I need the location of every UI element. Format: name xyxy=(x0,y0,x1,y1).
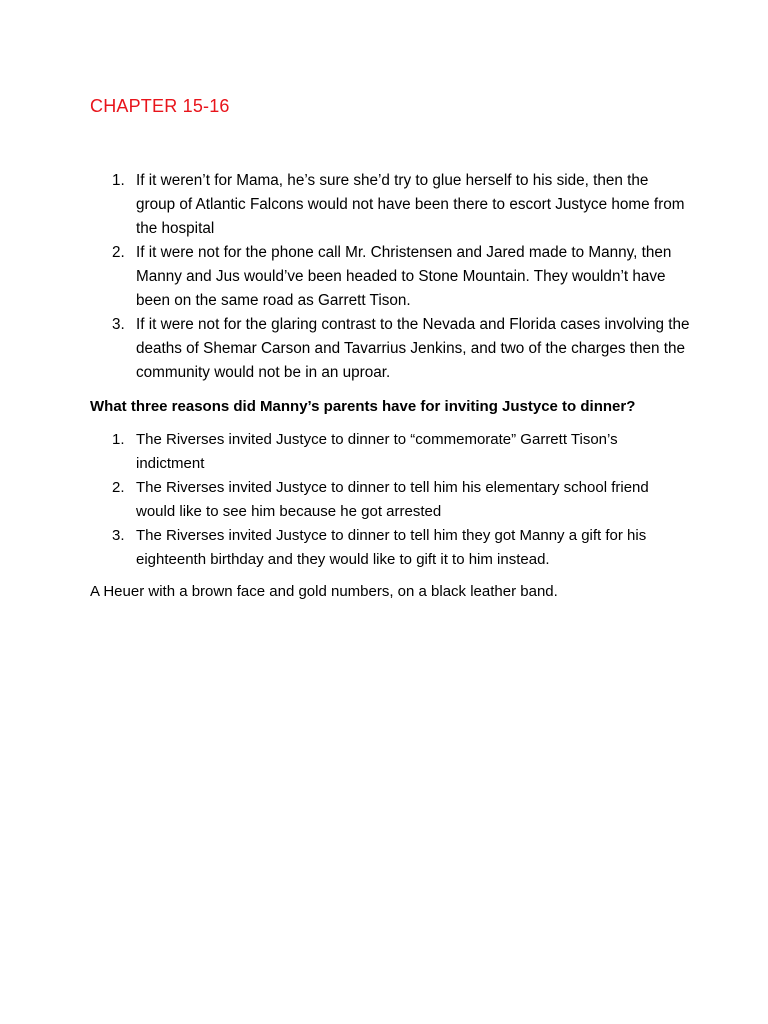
consequence-list xyxy=(90,169,690,385)
list-item-number: 3. xyxy=(112,527,125,544)
list-item-number: 2. xyxy=(112,479,125,496)
list-item-text: If it were not for the phone call Mr. Christensen and Jared made to Manny, then Manny and Jus would’ve been headed to Stone Mountain. They wouldn’t have been on the same road as Garrett Tison. xyxy=(136,244,672,309)
list-item-number: 2. xyxy=(112,244,125,261)
list-item-text: The Riverses invited Justyce to dinner to tell him they got Manny a gift for his eighteenth birthday and they would like to gift it to him instead. xyxy=(136,527,647,568)
reasons-list xyxy=(90,428,690,572)
list-item-number: 1. xyxy=(112,172,125,189)
list-item-number: 3. xyxy=(112,316,125,333)
list-item-text: The Riverses invited Justyce to dinner to “commemorate” Garrett Tison’s indictment xyxy=(136,431,618,472)
list-item-text: If it were not for the glaring contrast to the Nevada and Florida cases involving the deaths of Shemar Carson and Tavarrius Jenkins, and two of the charges then the community would not be in an uproar. xyxy=(136,316,690,381)
list-item-text: The Riverses invited Justyce to dinner to tell him his elementary school friend would like to see him because he got arrested xyxy=(136,479,649,520)
chapter-title: CHAPTER 15-16 xyxy=(90,96,230,116)
question-heading: What three reasons did Manny’s parents have for inviting Justyce to dinner? xyxy=(90,398,636,415)
list-item xyxy=(90,524,690,572)
list-item-number: 1. xyxy=(112,431,125,448)
list-item xyxy=(90,169,690,241)
list-item-text: If it weren’t for Mama, he’s sure she’d try to glue herself to his side, then the group of Atlantic Falcons would not have been there to escort Justyce home from the hospital xyxy=(136,172,685,237)
list-item xyxy=(90,476,690,524)
list-item xyxy=(90,428,690,476)
closing-paragraph: A Heuer with a brown face and gold numbers, on a black leather band. xyxy=(90,583,558,600)
list-item xyxy=(90,313,690,385)
list-item xyxy=(90,241,690,313)
